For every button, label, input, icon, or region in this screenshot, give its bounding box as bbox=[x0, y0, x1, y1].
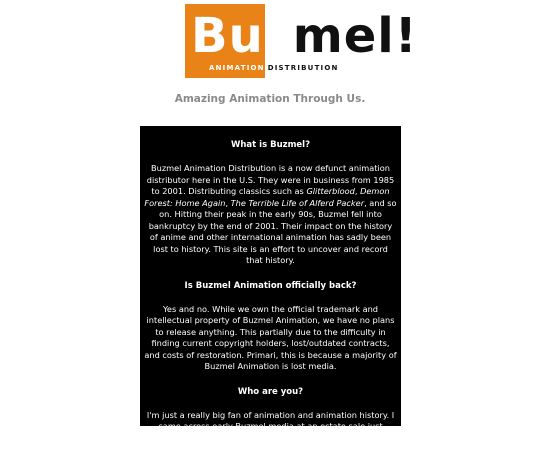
buzmel-logo[interactable] bbox=[185, 4, 355, 78]
section-heading-what: What is Buzmel? bbox=[144, 140, 397, 151]
logo-sub-part1: ANIMATION bbox=[209, 64, 265, 72]
section-body-what bbox=[144, 163, 397, 267]
logo-wordmark bbox=[191, 7, 418, 65]
logo-word-part1: Buz bbox=[191, 8, 293, 64]
section-body-who: I'm just a really big fan of animation and animation history. I came across early Buzmel media at an estate sale just before the Pandemic. I was lucky enough to find a relative of an original employee who had inherited the rights and a small storage unit. I was able to borrow some cash from bbox=[144, 410, 397, 467]
title-glitterblood: Glitterblood bbox=[306, 186, 354, 196]
title-alferd-packer: The Terrible Life of Alferd Packer bbox=[231, 198, 364, 208]
section-body-back: Yes and no. While we own the official trademark and intellectual property of Buzmel Animation, we have no plans to release anything. This partially due to the difficulty in finding current copyright holders, lost/outdated contracts, and costs of restoration. Primari, this is because a majority of Buzmel Animation is lost media. bbox=[144, 304, 397, 373]
logo-subtitle bbox=[209, 63, 339, 73]
section-heading-who: Who are you? bbox=[144, 387, 397, 398]
section-heading-back: Is Buzmel Animation officially back? bbox=[144, 281, 397, 292]
body-text: , and so on. Hitting their peak in the early 90s, Buzmel fell into bankruptcy by the end of 2001. Their impact on the history of anime and other international animation has sadly been lost to history. This site is an effort to uncover and record that history. bbox=[149, 198, 397, 266]
logo-sub-part2: DISTRIBUTION bbox=[268, 64, 339, 72]
content-box bbox=[140, 126, 401, 426]
body-text: , bbox=[225, 198, 230, 208]
logo-word-part2: mel! bbox=[293, 8, 418, 64]
title-demon-forest: Demon Forest: Home Again bbox=[144, 186, 389, 208]
body-text: , bbox=[355, 186, 360, 196]
tagline: Amazing Animation Through Us. bbox=[0, 93, 540, 105]
body-text: Buzmel Animation Distribution is a now defunct animation distributor here in the U.S. They were in business from 1985 to 2001. Distributing classics such as bbox=[147, 163, 394, 196]
